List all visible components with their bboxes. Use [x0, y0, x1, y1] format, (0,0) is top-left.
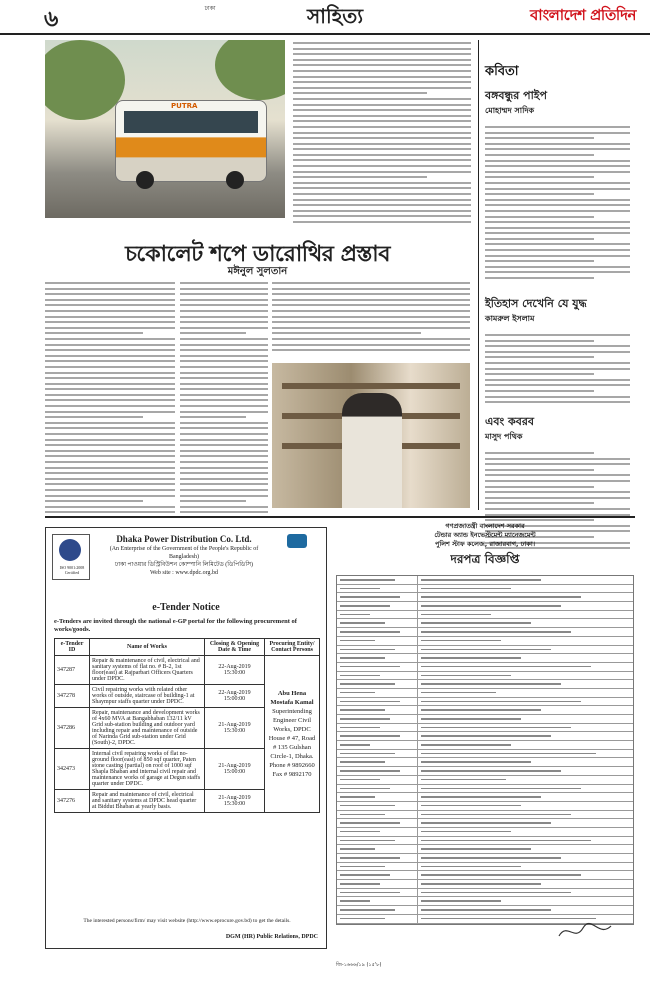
government-notice — [336, 522, 634, 952]
column-divider — [478, 40, 479, 510]
poem-title: বঙ্গবন্ধুর পাইপ — [485, 89, 547, 102]
article-headline: চকোলেট শপে ডারোথির প্রস্তাব — [125, 241, 390, 267]
closing-date — [205, 708, 265, 749]
column-header: Name of Works — [90, 639, 205, 656]
contact-title: Superintending Engineer Civil Works, DPDC — [272, 708, 312, 733]
gov-header — [336, 522, 634, 549]
table-row — [337, 724, 633, 733]
column-header: Closing & Opening Date & Time — [205, 639, 265, 656]
work-name: Repair and maintenance of civil, electrical and sanitary systems at DPDC head quarter at Biddut Bhaban at yearly basis. — [90, 790, 205, 813]
table-row — [337, 741, 633, 750]
section-divider — [45, 516, 635, 518]
table-row — [337, 698, 633, 707]
table-row — [337, 585, 633, 594]
closing-date — [205, 790, 265, 813]
table-row — [337, 646, 633, 655]
table-row — [337, 654, 633, 663]
gov-title: দরপত্র বিজ্ঞপ্তি — [450, 552, 520, 566]
table-row — [337, 811, 633, 820]
date: 21-Aug-2019 — [218, 722, 251, 728]
table-row — [337, 767, 633, 776]
tree — [45, 40, 125, 120]
tender-id: 347276 — [55, 790, 90, 813]
table-row — [337, 680, 633, 689]
signature-mark — [555, 920, 615, 944]
table-row — [337, 732, 633, 741]
table-row — [337, 663, 633, 672]
brand-logo — [516, 4, 636, 29]
table-row — [337, 854, 633, 863]
table-row — [337, 880, 633, 889]
table-row — [337, 871, 633, 880]
tender-id: 342473 — [55, 749, 90, 790]
table-row — [337, 706, 633, 715]
tender-intro: e-Tenders are invited through the national e-GP portal for the following procurement of works/goods. — [54, 618, 297, 633]
poem-text — [485, 334, 630, 409]
tender-company — [94, 534, 274, 577]
contact-name: Abu Hena Mostafa Kamal — [270, 690, 314, 706]
work-name: Internal civil repairing works of flat no-ground floor(east) of 850 sqf quarter, Paten stone casting (partial) on roof of 1000 sqf Shapla Bhaban and internal civil repair and maintenance works of garage at Degun staffs quarter under DPDC. — [90, 749, 205, 790]
company-subtitle: (An Enterprise of the Government of the People's Republic of Bangladesh) — [109, 546, 259, 560]
page-header — [0, 0, 650, 35]
shelf — [282, 383, 460, 389]
poem-author: মোহাম্মদ সাদিক — [485, 106, 535, 115]
table-header — [55, 639, 320, 656]
table-row — [337, 576, 633, 585]
table-row — [337, 750, 633, 759]
table-row — [337, 889, 633, 898]
table-row — [337, 602, 633, 611]
woman-figure — [342, 393, 402, 508]
time: 15:30:00 — [223, 728, 246, 734]
poem-author: কামরুল ইসলাম — [485, 314, 535, 323]
bus-photo — [45, 40, 285, 218]
table-row — [337, 593, 633, 602]
company-name-bn: ঢাকা পাওয়ার ডিস্ট্রিবিউশন কোম্পানি লিমিটেড (ডিপিডিসি) — [114, 562, 254, 568]
contact-fax: Fax # 9892170 — [272, 771, 312, 778]
table-row — [337, 611, 633, 620]
dpdc-emblem-icon — [59, 539, 81, 561]
table-row — [337, 845, 633, 854]
table-row — [337, 837, 633, 846]
gov-reference: জি-১৬৬৬/১৯ (১৫'৮) — [336, 962, 382, 968]
contact-person — [265, 656, 320, 813]
work-name: Civil repairing works with related other works of outside, staircase of building-1 at Shaympur staffs quarter under DPDC. — [90, 685, 205, 708]
contact-phone: Phone # 9892660 — [269, 762, 315, 769]
bus-wheel — [226, 171, 244, 189]
work-name: Repair, maintenance and development works of 4x60 MVA at Bangabhaban 132/11 kV Grid sub-station building and outdoor yard including repair and maintenance of outside of Narinda Grid sub-station under Grid (South)-2, DPDC. — [90, 708, 205, 749]
poem-text — [485, 126, 630, 291]
bus — [115, 100, 267, 182]
tender-id: 347287 — [55, 656, 90, 685]
article-author: মঈনুল সুলতান — [227, 266, 288, 277]
time: 15:30:00 — [223, 801, 246, 807]
bus-window — [124, 111, 258, 133]
tender-id: 347278 — [55, 685, 90, 708]
work-name: Repair & maintenance of civil, electrical and sanitary systems of flat no. # B-2, 1st floor(east) at Rajparbari Officers Quarters under DPDC. — [90, 656, 205, 685]
tree — [215, 40, 285, 100]
power-icon — [287, 534, 307, 548]
page-number: ৬ — [44, 6, 59, 32]
table-row — [337, 785, 633, 794]
gov-line3: পুলিশ স্টাফ কলেজ, রাজারবাগ, ঢাকা। — [434, 540, 536, 548]
time: 15:30:00 — [223, 670, 246, 676]
company-name: Dhaka Power Distribution Co. Ltd. — [116, 534, 252, 544]
e-tender-notice — [45, 527, 327, 949]
table-row — [337, 793, 633, 802]
chocolate-shop-photo — [272, 363, 470, 508]
time: 15:00:00 — [223, 769, 246, 775]
power-logo — [274, 534, 320, 558]
dpdc-logo — [52, 534, 90, 580]
column-header: e-Tender ID — [55, 639, 90, 656]
tender-footer: The interested persons/firm/ may visit website (http://www.eprocure.gov.bd) to get the details. — [83, 918, 291, 924]
contact-address: House # 47, Road # 135 Gulshan Circle-1, Dhaka. — [268, 735, 316, 760]
tender-signature: DGM (HR) Public Relations, DPDC — [225, 934, 318, 940]
bus-label: PUTRA — [171, 102, 198, 110]
iso-label: ISO 9001:2008 Certified — [59, 565, 85, 575]
table-row — [55, 656, 320, 685]
poem-title: ইতিহাস দেখেনি যে যুদ্ধ — [485, 297, 587, 310]
article-text-col3 — [272, 282, 470, 360]
gov-line2: টেন্ডার অ্যান্ড ইনভেস্টমেন্ট ম্যানেজমেন্ট — [434, 531, 536, 539]
time: 15:00:00 — [223, 696, 246, 702]
poem-title: এবং কবরব — [485, 415, 535, 428]
tender-table — [54, 638, 320, 813]
table-row — [337, 628, 633, 637]
date: 22-Aug-2019 — [218, 690, 251, 696]
article-text-col2 — [180, 282, 268, 514]
table-row — [337, 863, 633, 872]
gov-line1: গণপ্রজাতন্ত্রী বাংলাদেশ সরকার — [445, 522, 525, 530]
company-website: Web site : www.dpdc.org.bd — [149, 570, 218, 576]
table-row — [337, 619, 633, 628]
header-date-line1: ঢাকা — [204, 5, 216, 12]
table-row — [337, 828, 633, 837]
bus-wheel — [136, 171, 154, 189]
article-text-col1 — [45, 282, 175, 514]
poems-column — [485, 62, 635, 562]
closing-date — [205, 656, 265, 685]
tender-id: 347286 — [55, 708, 90, 749]
date: 21-Aug-2019 — [218, 795, 251, 801]
article-text-top — [293, 42, 471, 227]
date: 21-Aug-2019 — [218, 763, 251, 769]
poems-label: কবিতা — [485, 64, 519, 79]
table-row — [337, 897, 633, 906]
brand-name: বাংলাদেশ প্রতিদিন — [529, 6, 636, 24]
closing-date — [205, 749, 265, 790]
header-date — [150, 4, 270, 13]
gov-table — [336, 575, 634, 925]
table-row — [337, 672, 633, 681]
table-row — [337, 776, 633, 785]
tender-notice-title: e-Tender Notice — [152, 602, 220, 613]
table-row — [337, 819, 633, 828]
poem-author: মাসুদ পথিক — [485, 432, 523, 441]
table-row — [337, 906, 633, 915]
column-header: Procuring Entity/ Contact Persons — [265, 639, 320, 656]
table-row — [337, 715, 633, 724]
table-row — [337, 637, 633, 646]
section-title: সাহিত্য — [306, 4, 364, 28]
closing-date — [205, 685, 265, 708]
date: 22-Aug-2019 — [218, 664, 251, 670]
table-row — [337, 802, 633, 811]
table-row — [337, 758, 633, 767]
table-row — [337, 689, 633, 698]
